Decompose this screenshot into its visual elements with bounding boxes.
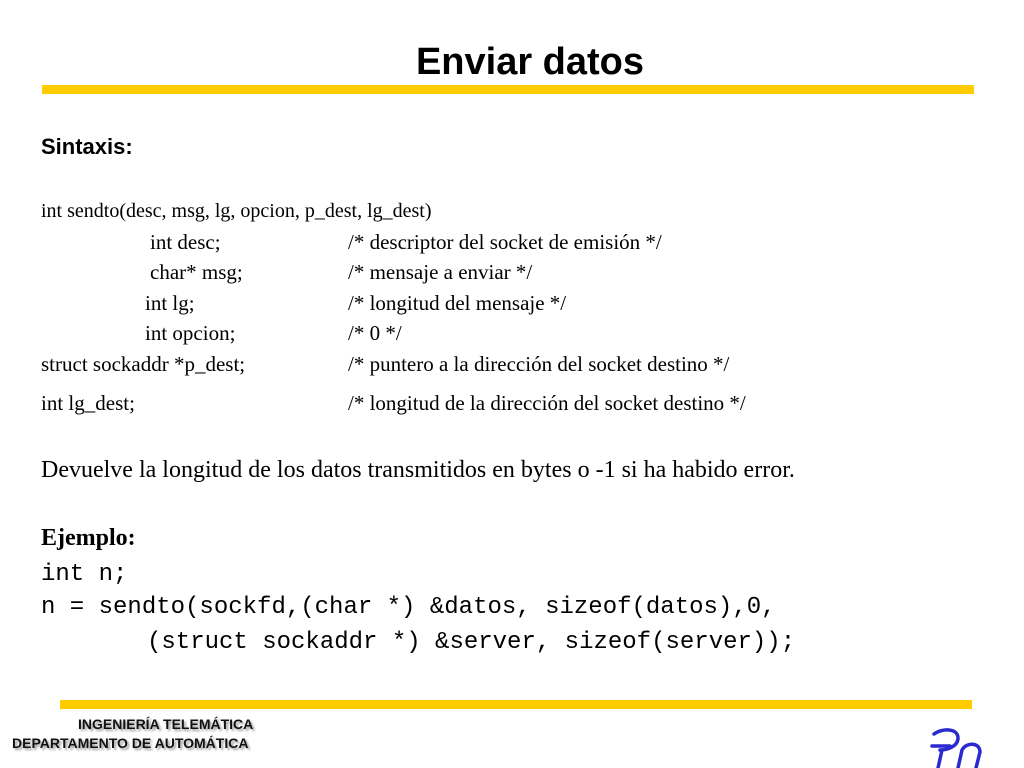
- param-comment-lg-dest: /* longitud de la dirección del socket destino */: [348, 391, 746, 415]
- param-decl-p-dest: struct sockaddr *p_dest;: [41, 352, 246, 376]
- param-decl-opcion: int opcion;: [145, 321, 236, 345]
- param-comment-p-dest: /* puntero a la dirección del socket destino */: [348, 352, 730, 376]
- syntax-heading: Sintaxis:: [41, 134, 133, 159]
- slide-title: Enviar datos: [415, 41, 645, 83]
- param-comment-desc: /* descriptor del socket de emisión */: [348, 230, 662, 254]
- example-heading: Ejemplo:: [41, 525, 136, 551]
- param-comment-lg: /* longitud del mensaje */: [348, 291, 567, 315]
- param-decl-lg-dest: int lg_dest;: [41, 391, 135, 415]
- code-line-2: n = sendto(sockfd,(char *) &datos, sizeof(datos),0,: [41, 594, 776, 621]
- footer-dept-line1: INGENIERÍA TELEMÁTICA: [78, 716, 254, 732]
- return-description: Devuelve la longitud de los datos transmitidos en bytes o -1 si ha habido error.: [41, 457, 795, 483]
- university-logo-icon: [928, 726, 988, 768]
- footer-dept-line2: DEPARTAMENTO DE AUTOMÁTICA: [12, 735, 249, 751]
- function-signature: int sendto(desc, msg, lg, opcion, p_dest, lg_dest): [41, 200, 432, 222]
- top-divider: [42, 85, 974, 94]
- bottom-divider: [60, 700, 972, 709]
- param-decl-desc: int desc;: [150, 230, 221, 254]
- code-line-3: (struct sockaddr *) &server, sizeof(server));: [147, 629, 796, 656]
- param-comment-opcion: /* 0 */: [348, 321, 402, 345]
- param-decl-lg: int lg;: [145, 291, 195, 315]
- param-comment-msg: /* mensaje a enviar */: [348, 260, 533, 284]
- param-decl-msg: char* msg;: [150, 260, 243, 284]
- code-line-1: int n;: [41, 561, 128, 588]
